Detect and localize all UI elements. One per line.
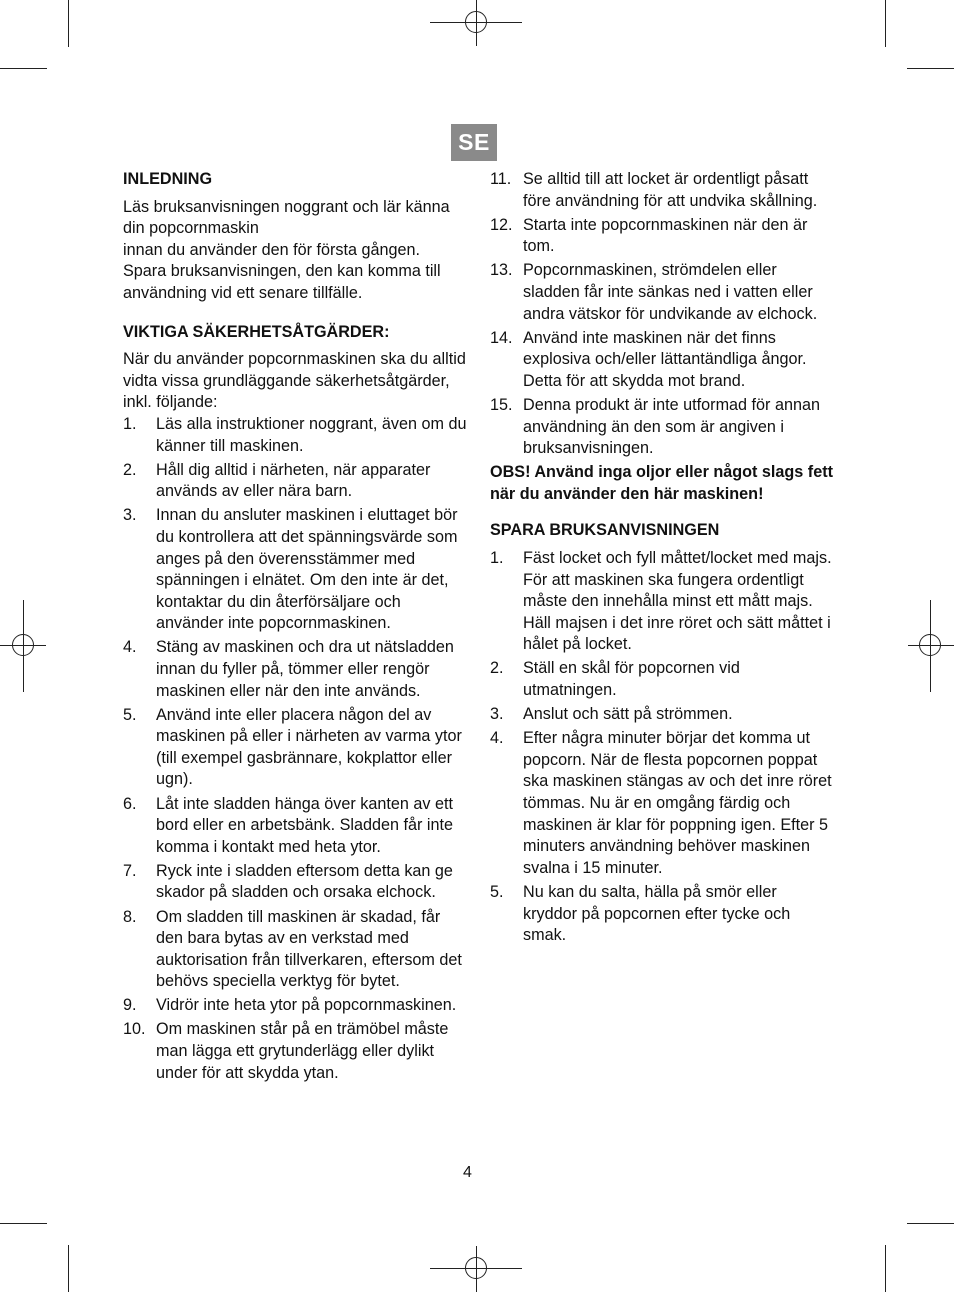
list-item: 14. Använd inte maskinen när det finns explosiva och/eller lättantändliga ångor. Detta för att skydda mot brand. [490, 328, 807, 390]
list-item: 5. Använd inte eller placera någon del av maskinen på eller i närheten av varma ytor (till exempel gasbrännare, kokplattor eller ugn). [123, 705, 462, 789]
obs-warning: OBS! Använd inga oljor eller något slags fett när du använder den här maskinen! [490, 463, 833, 503]
list-item: 3. Innan du ansluter maskinen i eluttaget bör du kontrollera att det spänningsvärde som anges på den överensstämmer med spänningen i elnätet. Om den inte är det, kontaktar du din återförsäljare och använder inte popcornmaskinen. [123, 506, 458, 633]
left-column [123, 169, 468, 1087]
right-column [490, 169, 835, 949]
safety-intro: När du använder popcornmaskinen ska du alltid vidta vissa grundläggande säkerhetsåtgärder, inkl. följande: [123, 350, 466, 412]
list-item: 1. Fäst locket och fyll måttet/locket med majs. För att maskinen ska fungera ordentligt måste den innehålla minst ett mått majs. Häll majsen i det inre röret och sätt måttet i hålet på locket. [490, 549, 832, 654]
list-item: 15. Denna produkt är inte utformad för annan användning än den som är angiven i bruksanvisningen. [490, 395, 820, 458]
usage-steps [490, 548, 835, 947]
list-item: 6. Låt inte sladden hänga över kanten av ett bord eller en arbetsbänk. Sladden får inte komma i kontakt med heta ytor. [123, 794, 453, 856]
list-item: 2. Håll dig alltid i närheten, när apparater används av eller nära barn. [123, 460, 431, 501]
safety-list [123, 414, 468, 1084]
list-item: 9. Vidrör inte heta ytor på popcornmaskinen. [123, 996, 457, 1015]
list-item: 3. Anslut och sätt på strömmen. [490, 705, 733, 724]
list-item: 10. Om maskinen står på en trämöbel måste man lägga ett grytunderlägg eller dylikt under för att skydda ytan. [123, 1020, 449, 1082]
list-item: 1. Läs alla instruktioner noggrant, även om du känner till maskinen. [123, 414, 467, 455]
list-item: 4. Stäng av maskinen och dra ut nätsladden innan du fyller på, tömmer eller rengör maskinen eller när den inte används. [123, 638, 454, 700]
list-item: 12. Starta inte popcornmaskinen när den är tom. [490, 215, 808, 256]
list-item: 13. Popcornmaskinen, strömdelen eller sladden får inte sänkas ned i vatten eller andra vätskor för undvikande av elchock. [490, 261, 818, 323]
list-item: 2. Ställ en skål för popcornen vid utmatningen. [490, 659, 740, 700]
heading-introduction: INLEDNING [123, 170, 213, 188]
list-item: 7. Ryck inte i sladden eftersom detta kan ge skador på sladden och orsaka elchock. [123, 861, 453, 902]
heading-safety: VIKTIGA SÄKERHETSÅTGÄRDER: [123, 322, 390, 341]
list-item: 8. Om sladden till maskinen är skadad, får den bara bytas av en verkstad med auktorisation från tillverkaren, eftersom det behövs speciella verktyg för bytet. [123, 907, 462, 991]
language-badge: SE [451, 124, 497, 161]
heading-save-instructions: SPARA BRUKSANVISNINGEN [490, 521, 720, 540]
intro-line: innan du använder den för första gången. [123, 240, 420, 259]
intro-paragraph [123, 197, 468, 305]
list-item: 11. Se alltid till att locket är ordentligt påsatt före användning för att undvika skållning. [490, 170, 818, 210]
list-item: 4. Efter några minuter börjar det komma ut popcorn. När de flesta popcornen poppat ska maskinen stängas av och det inre röret tömmas. Nu är en omgång färdig och maskinen är klar för poppning igen. Efter 5 minuters användning behöver maskinen svalna i 15 minuter. [490, 729, 832, 877]
safety-list-continued [490, 169, 835, 460]
list-item: 5. Nu kan du salta, hälla på smör eller kryddor på popcornen efter tycke och smak. [490, 882, 791, 945]
page-number: 4 [463, 1164, 472, 1181]
intro-line: Spara bruksanvisningen, den kan komma till användning vid ett senare tillfälle. [123, 262, 441, 302]
intro-line: Läs bruksanvisningen noggrant och lär känna din popcornmaskin [123, 197, 450, 238]
